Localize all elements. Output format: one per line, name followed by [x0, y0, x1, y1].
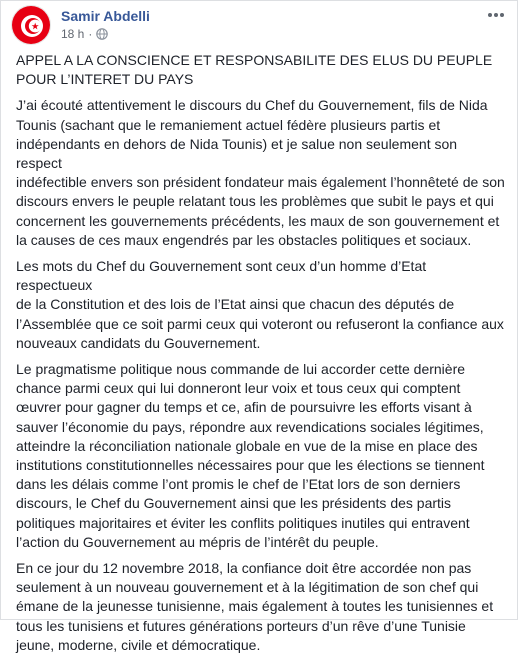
post-meta [61, 26, 108, 42]
avatar[interactable] [11, 5, 51, 45]
author-name[interactable]: Samir Abdelli [61, 8, 150, 24]
post-header [11, 5, 507, 45]
post-paragraph-2: Les mots du Chef du Gouvernement sont ceux d’un homme d’Etat respectueux de la Constitution et des lois de l’Etat ainsi que chacun des députés de l’Assemblée que ce soit parmi ceux qui voteront ou refuseront la confiance aux nouveaux candidats du Gouvernement. [16, 258, 504, 351]
tunisia-flag-icon [12, 6, 51, 45]
meta-separator: · [88, 27, 93, 41]
post-paragraph-1: J’ai écouté attentivement le discours du Chef du Gouvernement, fils de Nida Tounis (sachant que le remaniement actuel fédère plusieurs partis et indépendants en dehors de Nida Tounis) et je salue non seulement son respect indéfectible envers son président fondateur mais également l’honnêteté de son discours envers le peuple relatant tous les problèmes que subit le pays et qui concernent les gouvernements précédents, les maux de son gouvernement et la causes de ces maux engendrés par les obstacles politiques et sociaux. [16, 97, 505, 248]
globe-icon[interactable] [96, 28, 108, 40]
ellipsis-icon [487, 12, 505, 18]
post-paragraph-4: En ce jour du 12 novembre 2018, la confiance doit être accordée non pas seulement à un nouveau gouvernement et à la légitimation de son chef qui émane de la jeunesse tunisienne, mais également à toutes les tunisiennes et tous les tunisiens et futures générations porteurs d’un rêve d’une Tunisie jeune, moderne, civile et démocratique. [16, 560, 494, 653]
post-body [16, 51, 506, 662]
post-title: APPEL A LA CONSCIENCE ET RESPONSABILITE DES ELUS DU PEUPLE POUR L’INTERET DU PAYS [16, 52, 493, 88]
post-timestamp[interactable]: 18 h [61, 27, 85, 41]
post-paragraph-3: Le pragmatisme politique nous commande de lui accorder cette dernière chance parmi ceux qui lui donneront leur voix et tous ceux qui comptent œuvrer pour gagner du temps et ce, afin de poursuivre les efforts visant à sauver l’économie du pays, répondre aux revendications sociales légitimes, atteindre la réconciliation nationale globale en vue de la mise en place des institutions constitutionnelles nécessaires pour que les élections se tiennent dans les délais comme l’ont promis le chef de l’Etat lors de son derniers discours, le Chef du Gouvernement ainsi que les présidents des partis politiques majoritaires et éviter les conflits politiques inutiles qui entravent l’action du Gouvernement au mépris de l’intérêt du peuple. [16, 361, 485, 550]
more-options-icon[interactable] [485, 5, 507, 25]
